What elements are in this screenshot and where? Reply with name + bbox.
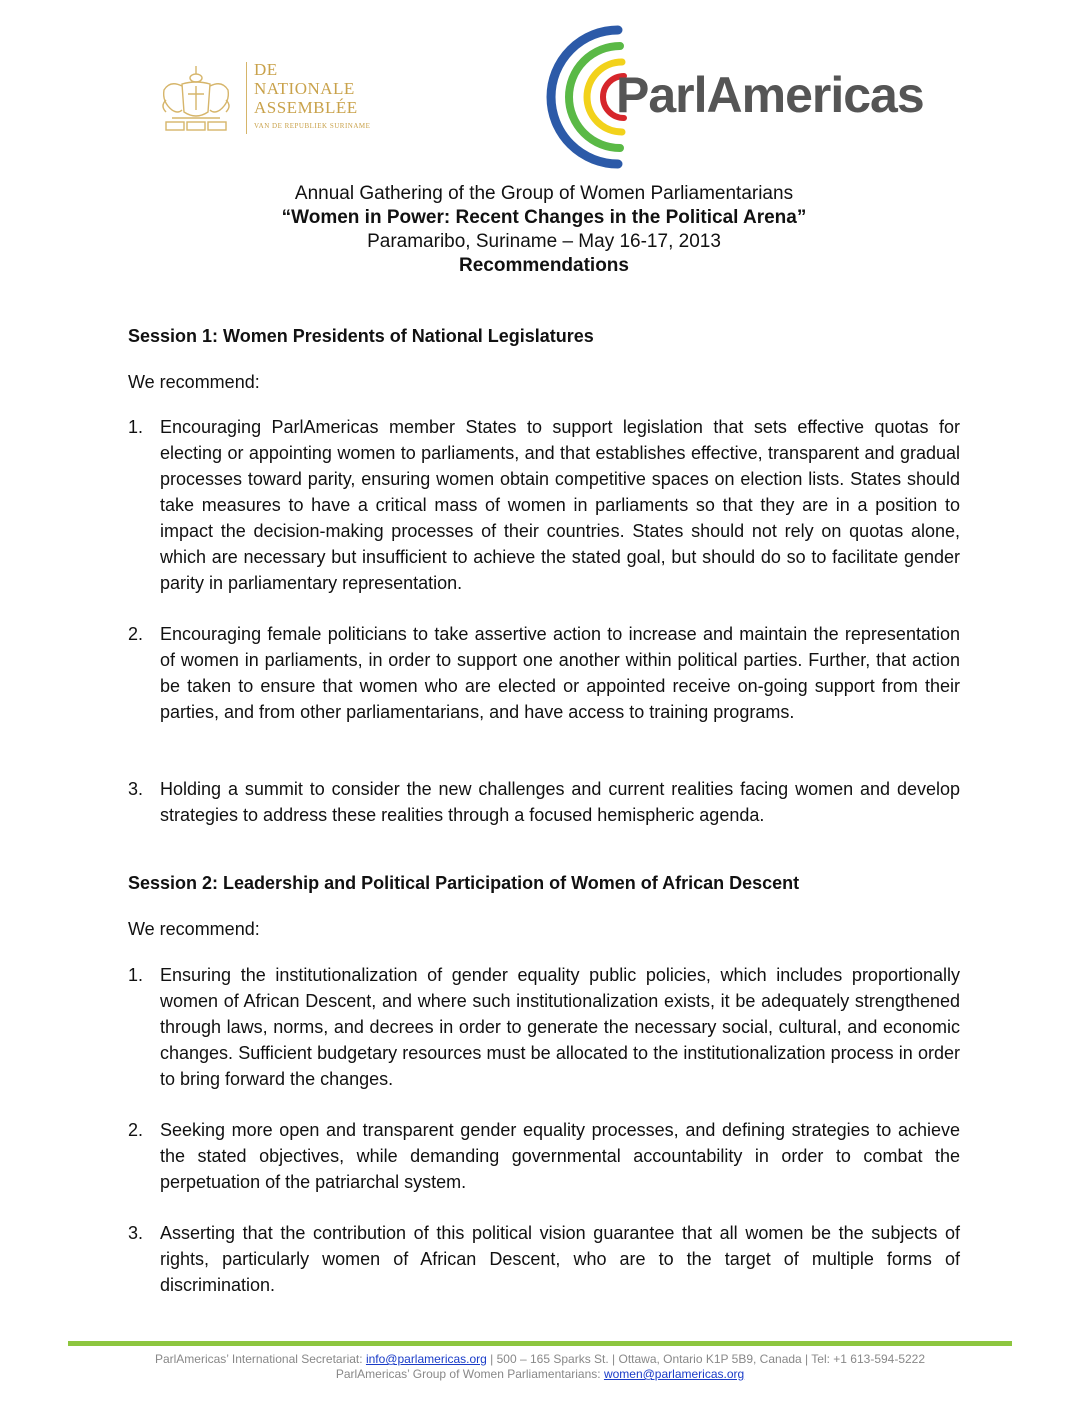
- item-text: Seeking more open and transparent gender equality processes, and defining strategies to achieve the stated objectives, while demanding governmental accountability in order to combat the perpetuation of the patriarchal system.: [160, 1120, 960, 1192]
- footer-line-1: [68, 1352, 1012, 1367]
- footer-rule: [68, 1341, 1012, 1346]
- item-number: 3.: [128, 779, 144, 799]
- item-number: 3.: [128, 1223, 144, 1243]
- recommendation-item: [128, 1220, 960, 1298]
- title-line: Annual Gathering of the Group of Women Parliamentarians: [294, 183, 794, 204]
- item-text: Encouraging ParlAmericas member States to support legislation that sets effective quotas for electing or appointing women to parliaments, and that establishes effective, transparent and gradual processes toward parity, ensuring women obtain competitive spaces on election lists. States should take measures to have a critical mass of women in parliaments so that they are in a position to impact the decision-making processes of their countries. States should not rely on quotas alone, which are necessary but insufficient to achieve the stated goal, but should do so to facilitate gender parity in parliamentary representation.: [160, 417, 960, 593]
- women-email-link[interactable]: women@parlamericas.org: [603, 1367, 745, 1381]
- nat-logo-text: [254, 60, 358, 117]
- recommendation-item: [128, 1117, 960, 1195]
- item-number: 1.: [128, 417, 144, 437]
- title-event-name: “Women in Power: Recent Changes in the Political Arena”: [281, 207, 807, 228]
- logo-divider: [246, 62, 247, 134]
- recommendation-item: [128, 621, 960, 725]
- nat-logo-line: NATIONALE: [254, 79, 355, 98]
- document-title: [128, 182, 960, 278]
- footer-group-label: ParlAmericas’ Group of Women Parliamentarians:: [335, 1367, 604, 1381]
- footer-line-2: [68, 1367, 1012, 1382]
- nat-logo-line: ASSEMBLÉE: [254, 98, 358, 117]
- recommendation-item: [128, 414, 960, 596]
- nat-logo-line: DE: [254, 60, 278, 79]
- footer-address: | 500 – 165 Sparks St. | Ottawa, Ontario K1P 5B9, Canada | Tel: +1 613-594-5222: [486, 1352, 926, 1366]
- recommendation-item: [128, 776, 960, 828]
- item-text: Holding a summit to consider the new challenges and current realities facing women and develop strategies to address these realities through a focused hemispheric agenda.: [160, 779, 960, 825]
- item-text: Ensuring the institutionalization of gender equality public policies, which includes proportionally women of African Descent, and where such institutionalization exists, it be adequately strengthened through laws, norms, and decrees in order to generate the necessary social, cultural, and economic changes. Sufficient budgetary resources must be allocated to the institutionalization process in order to bring forward the changes.: [160, 965, 960, 1089]
- nationale-assemblee-logo: [152, 60, 382, 138]
- parlamericas-wordmark: ParlAmericas: [616, 67, 924, 123]
- item-number: 2.: [128, 624, 144, 644]
- session-2-heading: Session 2: Leadership and Political Participation of Women of African Descent: [128, 873, 800, 893]
- item-text: Asserting that the contribution of this political vision guarantee that all women be the subjects of rights, particularly women of African Descent, who are to the target of multiple forms of discrimination.: [160, 1223, 960, 1295]
- session-1-heading: Session 1: Women Presidents of National Legislatures: [128, 326, 594, 346]
- footer: [68, 1352, 1012, 1382]
- coat-of-arms-icon: [152, 60, 240, 136]
- title-recommendations: Recommendations: [459, 255, 629, 276]
- item-number: 2.: [128, 1120, 144, 1140]
- session-1-intro: We recommend:: [128, 372, 260, 392]
- parlamericas-logo: [520, 22, 990, 172]
- footer-secretariat-label: ParlAmericas’ International Secretariat:: [154, 1352, 366, 1366]
- recommendation-item: [128, 962, 960, 1092]
- title-location-date: Paramaribo, Suriname – May 16-17, 2013: [367, 231, 721, 252]
- info-email-link[interactable]: info@parlamericas.org: [365, 1352, 487, 1366]
- item-text: Encouraging female politicians to take assertive action to increase and maintain the representation of women in parliaments, in order to support one another within political parties. Further, that action be taken to ensure that women who are elected or appointed receive on-going support from their parties, and from other parliamentarians, and have access to training programs.: [160, 624, 960, 722]
- session-2-intro: We recommend:: [128, 919, 260, 939]
- item-number: 1.: [128, 965, 144, 985]
- nat-logo-subtitle: VAN DE REPUBLIEK SURINAME: [254, 122, 371, 130]
